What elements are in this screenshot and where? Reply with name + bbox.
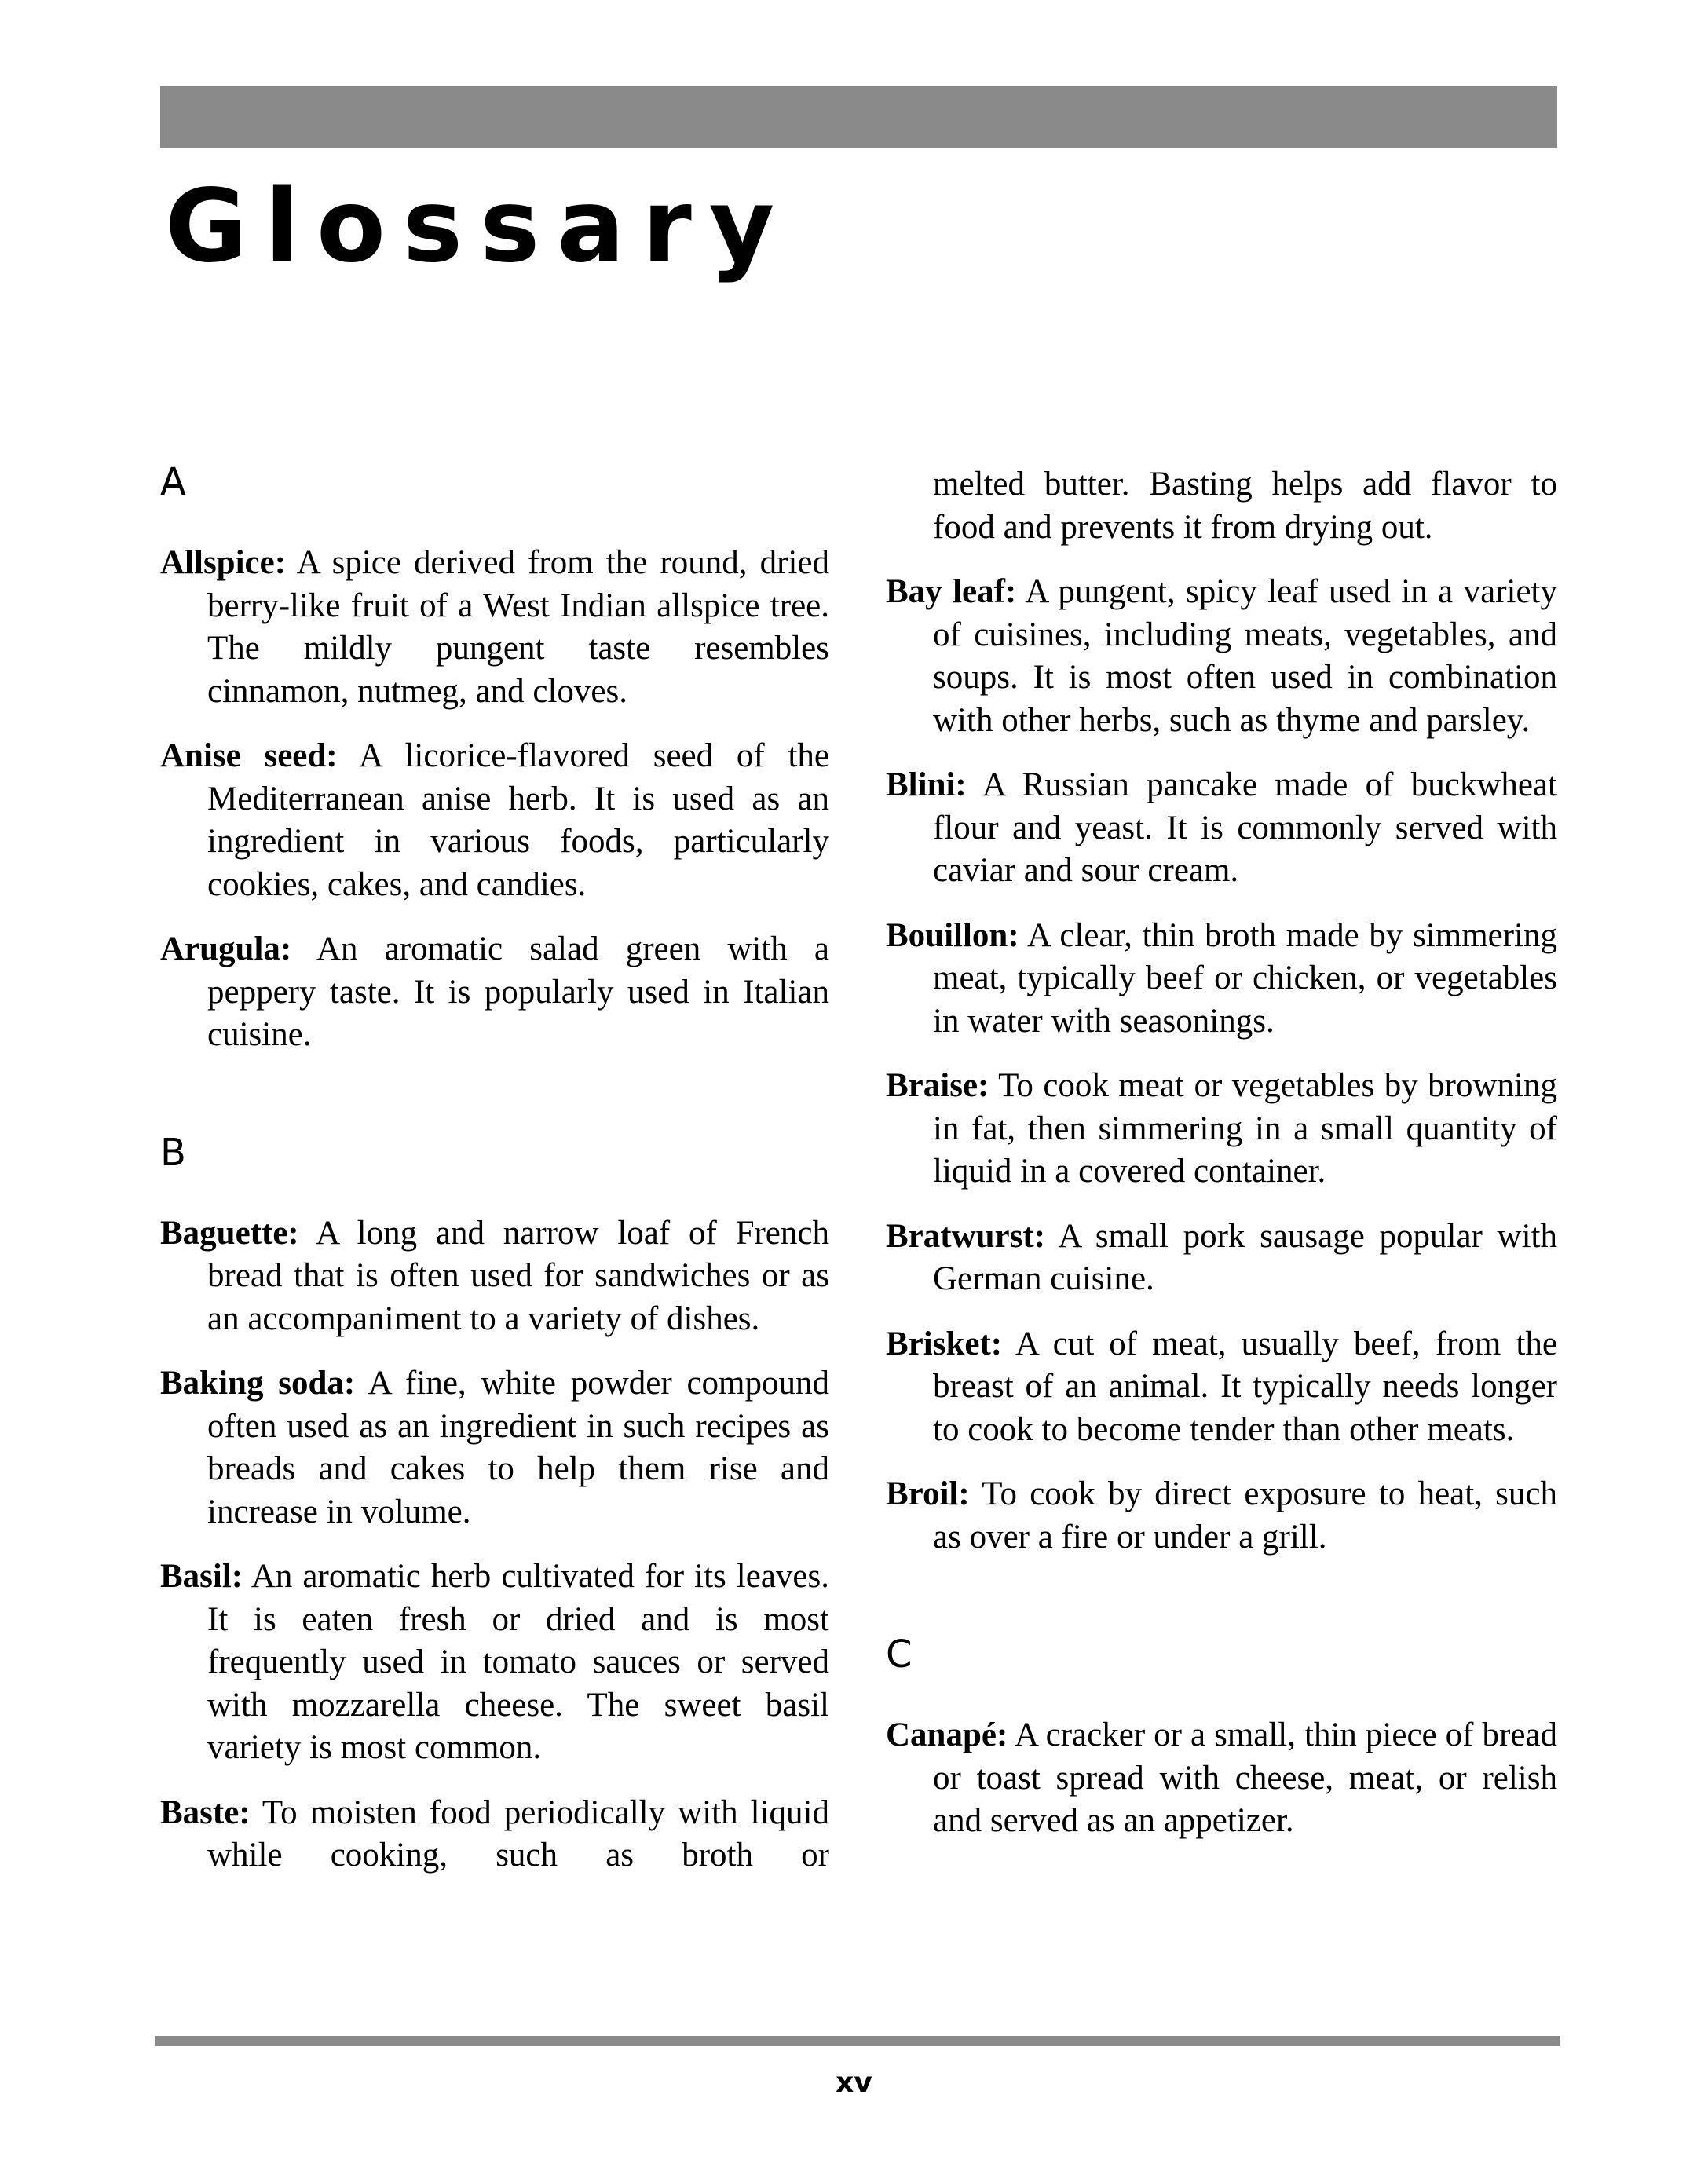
glossary-entry [160, 1212, 829, 1341]
glossary-entry [886, 571, 1557, 742]
glossary-entry [886, 1473, 1557, 1559]
right-column [886, 463, 1557, 1865]
glossary-entry [886, 1714, 1557, 1843]
entry-definition: A cut of meat, usually beef, from the breast of an animal. It typically needs longer to cook to become tender than other meats. [933, 1325, 1557, 1448]
section-letter-a: A [160, 460, 186, 504]
glossary-entry [160, 928, 829, 1057]
entry-definition: A cracker or a small, thin piece of bread or toast spread with cheese, meat, or relish and served as an appetizer. [933, 1717, 1557, 1839]
entry-term: Baste: [160, 1793, 251, 1831]
page-number: xv [836, 2067, 872, 2099]
glossary-entry [886, 1065, 1557, 1194]
header-bar [160, 86, 1557, 148]
left-column [160, 460, 829, 1899]
entry-definition: A Russian pancake made of buckwheat flour and yeast. It is commonly served with caviar and sour cream. [933, 766, 1557, 889]
entry-term: Bay leaf: [886, 573, 1017, 610]
glossary-entry [886, 915, 1557, 1044]
entry-definition: To cook by direct exposure to heat, such as over a fire or under a grill. [933, 1475, 1558, 1556]
entry-term: Brisket: [886, 1325, 1003, 1362]
section-letter-b: B [160, 1130, 186, 1175]
entry-term: Baking soda: [160, 1365, 356, 1402]
entry-term: Allspice: [160, 544, 287, 581]
glossary-entry [160, 1792, 829, 1877]
entry-term: Arugula: [160, 930, 292, 967]
entry-term: Broil: [886, 1475, 970, 1512]
entry-definition: A spice derived from the round, dried berry-like fruit of a West Indian allspice tree. The mildly pungent taste resembles cinnamon, nutmeg, and cloves. [207, 544, 829, 710]
entry-term: Baguette: [160, 1214, 299, 1252]
entry-definition: To moisten food periodically with liquid while cooking, such as broth or [207, 1793, 829, 1874]
entry-term: Anise seed: [160, 737, 338, 774]
entry-continuation: melted butter. Basting helps add flavor to food and prevents it from drying out. [933, 466, 1557, 546]
glossary-entry [160, 1362, 829, 1534]
entry-definition: A fine, white powder compound often used as an ingredient in such recipes as breads and cakes to help them rise and increase in volume. [207, 1365, 829, 1530]
entry-term: Bouillon: [886, 916, 1019, 954]
glossary-entry [160, 542, 829, 713]
entry-definition: An aromatic salad green with a peppery taste. It is popularly used in Italian cuisine. [207, 930, 829, 1053]
glossary-entry [160, 735, 829, 906]
entry-term: Bratwurst: [886, 1217, 1046, 1255]
entry-term: Blini: [886, 766, 967, 803]
entry-definition: A clear, thin broth made by simmering meat, typically beef or chicken, or vegetables in water with seasonings. [933, 916, 1557, 1040]
entry-definition: A small pork sausage popular with German cuisine. [933, 1217, 1557, 1297]
entry-definition: To cook meat or vegetables by browning in fat, then simmering in a small quantity of liquid in a covered container. [933, 1067, 1557, 1190]
glossary-entry [886, 1216, 1557, 1301]
footer-rule [155, 2036, 1560, 2046]
glossary-entry [886, 764, 1557, 893]
section-letter-c: C [886, 1632, 913, 1676]
entry-definition: A pungent, spicy leaf used in a variety of cuisines, including meats, vegetables, and soups. It is most often used in combination with other herbs, such as thyme and parsley. [933, 573, 1557, 739]
glossary-entry [160, 1556, 829, 1770]
page-title: Glossary [165, 168, 792, 285]
entry-term: Basil: [160, 1558, 243, 1595]
entry-term: Braise: [886, 1067, 989, 1104]
entry-definition: An aromatic herb cultivated for its leaves. It is eaten fresh or dried and is most frequently used in tomato sauces or served with mozzarella cheese. The sweet basil variety is most common. [207, 1558, 829, 1766]
glossary-entry [886, 1323, 1557, 1452]
entry-term: Canapé: [886, 1717, 1008, 1753]
entry-definition: A licorice-flavored seed of the Mediterranean anise herb. It is used as an ingredient in various foods, particularly cookies, cakes, and candies. [207, 737, 829, 903]
entry-definition: A long and narrow loaf of French bread that is often used for sandwiches or as an accompaniment to a variety of dishes. [207, 1214, 829, 1337]
